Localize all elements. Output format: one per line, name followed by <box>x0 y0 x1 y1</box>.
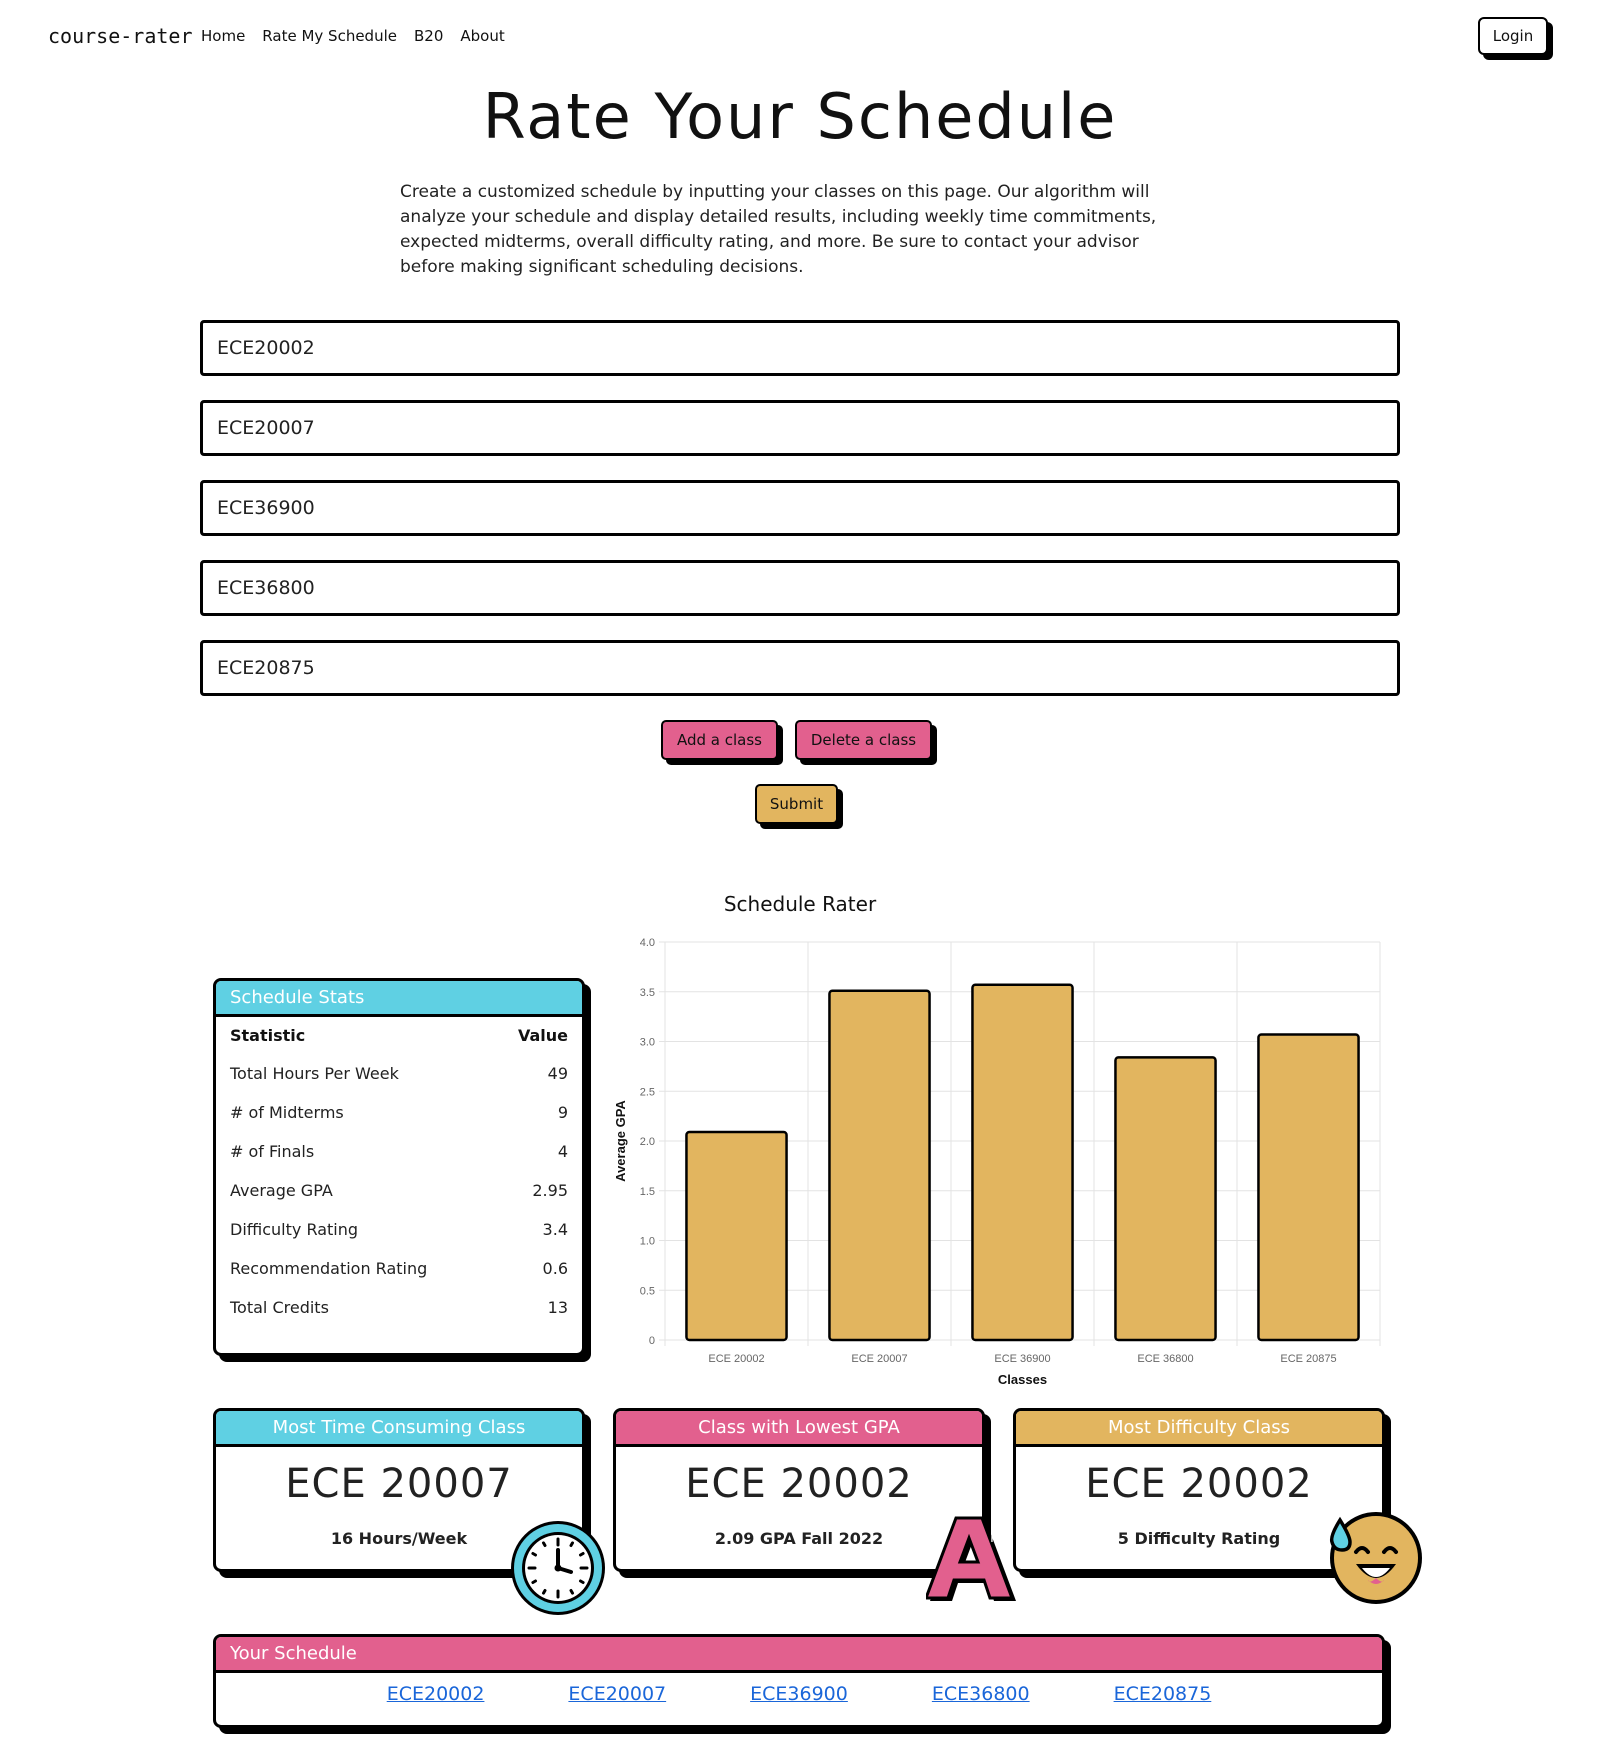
nav-link-home[interactable]: Home <box>201 27 246 45</box>
class-input-5[interactable] <box>200 640 1400 696</box>
stat-value: 9 <box>557 1103 568 1122</box>
lowest-gpa-title: Class with Lowest GPA <box>616 1411 982 1447</box>
bar <box>972 985 1072 1340</box>
x-tick-label: ECE 20007 <box>851 1353 908 1365</box>
y-tick-label: 4.0 <box>639 937 655 949</box>
class-input-4[interactable] <box>200 560 1400 616</box>
class-input-2[interactable] <box>200 400 1400 456</box>
y-tick-label: 0.5 <box>639 1285 655 1298</box>
value-column-header: Value <box>517 1026 568 1045</box>
schedule-stats-title: Schedule Stats <box>216 981 582 1017</box>
schedule-link[interactable]: ECE36900 <box>750 1683 848 1705</box>
stat-value: 0.6 <box>542 1259 568 1278</box>
schedule-stats-table <box>216 1017 582 1327</box>
bar <box>1258 1035 1358 1340</box>
stat-label: Recommendation Rating <box>230 1259 428 1278</box>
table-row <box>216 1132 582 1171</box>
submit-button[interactable]: Submit <box>755 784 838 824</box>
class-input-list <box>200 320 1400 720</box>
sweat-smile-icon <box>1326 1508 1422 1604</box>
lowest-gpa-detail: 2.09 GPA Fall 2022 <box>714 1529 884 1548</box>
schedule-link[interactable]: ECE36800 <box>931 1683 1030 1705</box>
table-row <box>216 1288 582 1327</box>
intro-text: Create a customized schedule by inputting your classes on this page. Our algorithm will analyze your schedule and display detailed results, including weekly time commitments, expected midterms, overall difficulty rating, and more. Be sure to contact your advisor before making significant scheduling decisions. <box>400 182 1157 277</box>
schedule-link[interactable]: ECE20007 <box>568 1683 667 1705</box>
nav-link-b20[interactable]: B20 <box>413 27 444 45</box>
most-difficulty-class: ECE 20002 <box>1085 1461 1313 1507</box>
stat-value: 3.4 <box>542 1220 568 1239</box>
grade-a-icon <box>926 1512 1016 1602</box>
schedule-link[interactable]: ECE20875 <box>1113 1683 1212 1705</box>
stat-value: 2.95 <box>532 1181 568 1200</box>
table-row <box>216 1054 582 1093</box>
most-difficulty-title: Most Difficulty Class <box>1016 1411 1382 1447</box>
nav-link-rate-my-schedule[interactable]: Rate My Schedule <box>262 27 397 45</box>
most-time-consuming-class: ECE 20007 <box>285 1461 513 1507</box>
lowest-gpa-class: ECE 20002 <box>685 1461 913 1507</box>
top-nav <box>0 0 1600 74</box>
stat-value: 13 <box>547 1298 568 1317</box>
add-class-button[interactable]: Add a class <box>661 720 778 760</box>
clock-icon <box>508 1518 608 1618</box>
table-header-row <box>216 1017 582 1054</box>
x-tick-label: ECE 20002 <box>708 1353 765 1365</box>
stat-label: # of Midterms <box>230 1103 344 1122</box>
stat-label: Total Hours Per Week <box>230 1064 399 1083</box>
most-time-consuming-title: Most Time Consuming Class <box>216 1411 582 1447</box>
stat-label: # of Finals <box>230 1142 315 1161</box>
login-button[interactable]: Login <box>1478 17 1548 55</box>
stat-label: Difficulty Rating <box>230 1220 359 1239</box>
stat-label: Total Credits <box>230 1298 329 1317</box>
x-tick-label: ECE 20875 <box>1280 1353 1337 1365</box>
schedule-link[interactable]: ECE20002 <box>386 1683 485 1705</box>
stat-label: Average GPA <box>230 1181 333 1200</box>
schedule-link-list <box>216 1673 1382 1705</box>
grade-a-sparkle: i <box>990 1530 994 1546</box>
x-axis-title: Classes <box>997 1372 1048 1387</box>
x-tick-label: ECE 36800 <box>1137 1353 1194 1365</box>
nav-links <box>201 27 505 45</box>
your-schedule-card <box>213 1634 1385 1728</box>
y-tick-label: 0 <box>648 1335 655 1347</box>
y-tick-label: 3.0 <box>639 1036 655 1049</box>
x-tick-label: ECE 36900 <box>994 1353 1051 1365</box>
y-tick-label: 1.5 <box>639 1185 655 1198</box>
bar <box>1115 1057 1215 1340</box>
y-axis-title: Average GPA <box>613 1100 628 1182</box>
stat-value: 4 <box>557 1142 568 1161</box>
nav-link-about[interactable]: About <box>460 27 505 45</box>
bar <box>829 991 929 1340</box>
gpa-bar-chart <box>600 930 1400 1400</box>
page-title: Rate Your Schedule <box>482 80 1118 153</box>
most-time-consuming-detail: 16 Hours/Week <box>330 1529 468 1548</box>
y-tick-label: 3.5 <box>639 986 655 999</box>
most-difficulty-detail: 5 Difficulty Rating <box>1117 1529 1281 1548</box>
y-tick-label: 1.0 <box>639 1235 655 1248</box>
table-row <box>216 1249 582 1288</box>
schedule-stats-card <box>213 978 585 1356</box>
bar <box>686 1132 786 1340</box>
table-row <box>216 1171 582 1210</box>
table-row <box>216 1210 582 1249</box>
table-row <box>216 1093 582 1132</box>
statistic-column-header: Statistic <box>230 1026 306 1045</box>
y-tick-label: 2.5 <box>639 1086 655 1099</box>
class-input-1[interactable] <box>200 320 1400 376</box>
chart-title: Schedule Rater <box>723 892 877 916</box>
stat-value: 49 <box>547 1064 568 1083</box>
class-input-3[interactable] <box>200 480 1400 536</box>
y-tick-label: 2.0 <box>639 1136 655 1148</box>
your-schedule-title: Your Schedule <box>216 1637 1382 1673</box>
brand-logo[interactable]: course-rater <box>48 24 193 48</box>
delete-class-button[interactable]: Delete a class <box>795 720 932 760</box>
